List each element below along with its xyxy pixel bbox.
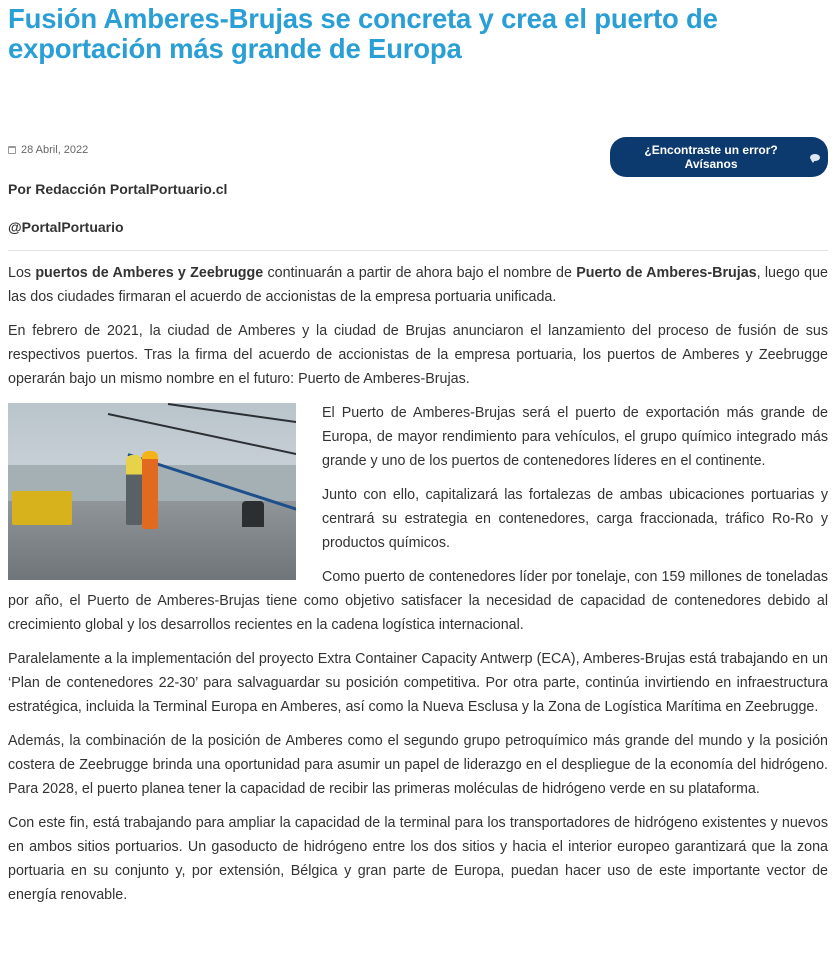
- report-error-button[interactable]: [610, 137, 828, 177]
- chat-bubble-icon: [810, 154, 820, 161]
- paragraph-2: En febrero de 2021, la ciudad de Amberes y la ciudad de Brujas anunciaron el lanzamiento del proceso de fusión de sus respectivos puertos. Tras la firma del acuerdo de accionistas de la empresa portuaria, los puertos de Amberes y Zeebrugge operarán bajo un mismo nombre en el futuro: Puerto de Amberes-Brujas.: [8, 323, 828, 387]
- paragraph-5: Como puerto de contenedores líder por tonelaje, con 159 millones de toneladas por año, el Puerto de Amberes-Brujas tiene como objetivo satisfacer la necesidad de capacidad de contenedores debido al crecimiento global y los desarrollos recientes en la cadena logística internacional.: [8, 569, 828, 633]
- article-body: [8, 261, 828, 917]
- author-handle: @PortalPortuario: [8, 219, 124, 235]
- paragraph-7: Además, la combinación de la posición de Amberes como el segundo grupo petroquímico más grande del mundo y la posición costera de Zeebrugge brinda una oportunidad para asumir un papel de liderazgo en el despliegue de la economía del hidrógeno. Para 2028, el puerto planea tener la capacidad de recibir las primeras moléculas de hidrógeno verde en su plataforma.: [8, 733, 828, 797]
- author-byline: Por Redacción PortalPortuario.cl: [8, 181, 228, 197]
- report-error-label: ¿Encontraste un error? Avísanos: [644, 143, 778, 171]
- bold-port-name: Puerto de Amberes-Brujas: [576, 265, 757, 281]
- paragraph-6: Paralelamente a la implementación del proyecto Extra Container Capacity Antwerp (ECA), Amberes-Brujas está trabajando en un ‘Plan de contenedores 22-30’ para salvaguardar su posición competitiva. Por otra parte, continúa invirtiendo en infraestructura estratégica, incluida la Terminal Europa en Amberes, así como la Nueva Esclusa y la Zona de Logística Marítima en Zeebrugge.: [8, 651, 828, 715]
- publish-date: [8, 144, 88, 156]
- paragraph-1: Los puertos de Amberes y Zeebrugge continuarán a partir de ahora bajo el nombre de Puerto de Amberes-Brujas, luego que las dos ciudades firmaran el acuerdo de accionistas de la empresa portuaria unificada.: [8, 265, 828, 305]
- paragraph-4: Junto con ello, capitalizará las fortalezas de ambas ubicaciones portuarias y centrará su estrategia en contenedores, carga fraccionada, tráfico Ro-Ro y productos químicos.: [322, 487, 828, 551]
- paragraph-8: Con este fin, está trabajando para ampliar la capacidad de la terminal para los transportadores de hidrógeno existentes y nuevos en ambos sitios portuarios. Un gasoducto de hidrógeno entre los dos sitios y hacia el interior europeo garantizará que la zona portuaria en su conjunto y, por extensión, Bélgica y gran parte de Europa, puedan hacer uso de este importante vector de energía renovable.: [8, 815, 828, 903]
- article-photo: [8, 403, 296, 580]
- divider: [8, 250, 828, 251]
- article-title: Fusión Amberes-Brujas se concreta y crea el puerto de exportación más grande de Europa: [8, 3, 718, 64]
- paragraph-3: El Puerto de Amberes-Brujas será el puerto de exportación más grande de Europa, de mayor rendimiento para vehículos, el grupo químico integrado más grande y uno de los puertos de contenedores líderes en el continente.: [322, 405, 828, 469]
- bold-ports: puertos de Amberes y Zeebrugge: [35, 265, 264, 281]
- calendar-icon: [8, 146, 16, 154]
- publish-date-text: 28 Abril, 2022: [21, 144, 89, 156]
